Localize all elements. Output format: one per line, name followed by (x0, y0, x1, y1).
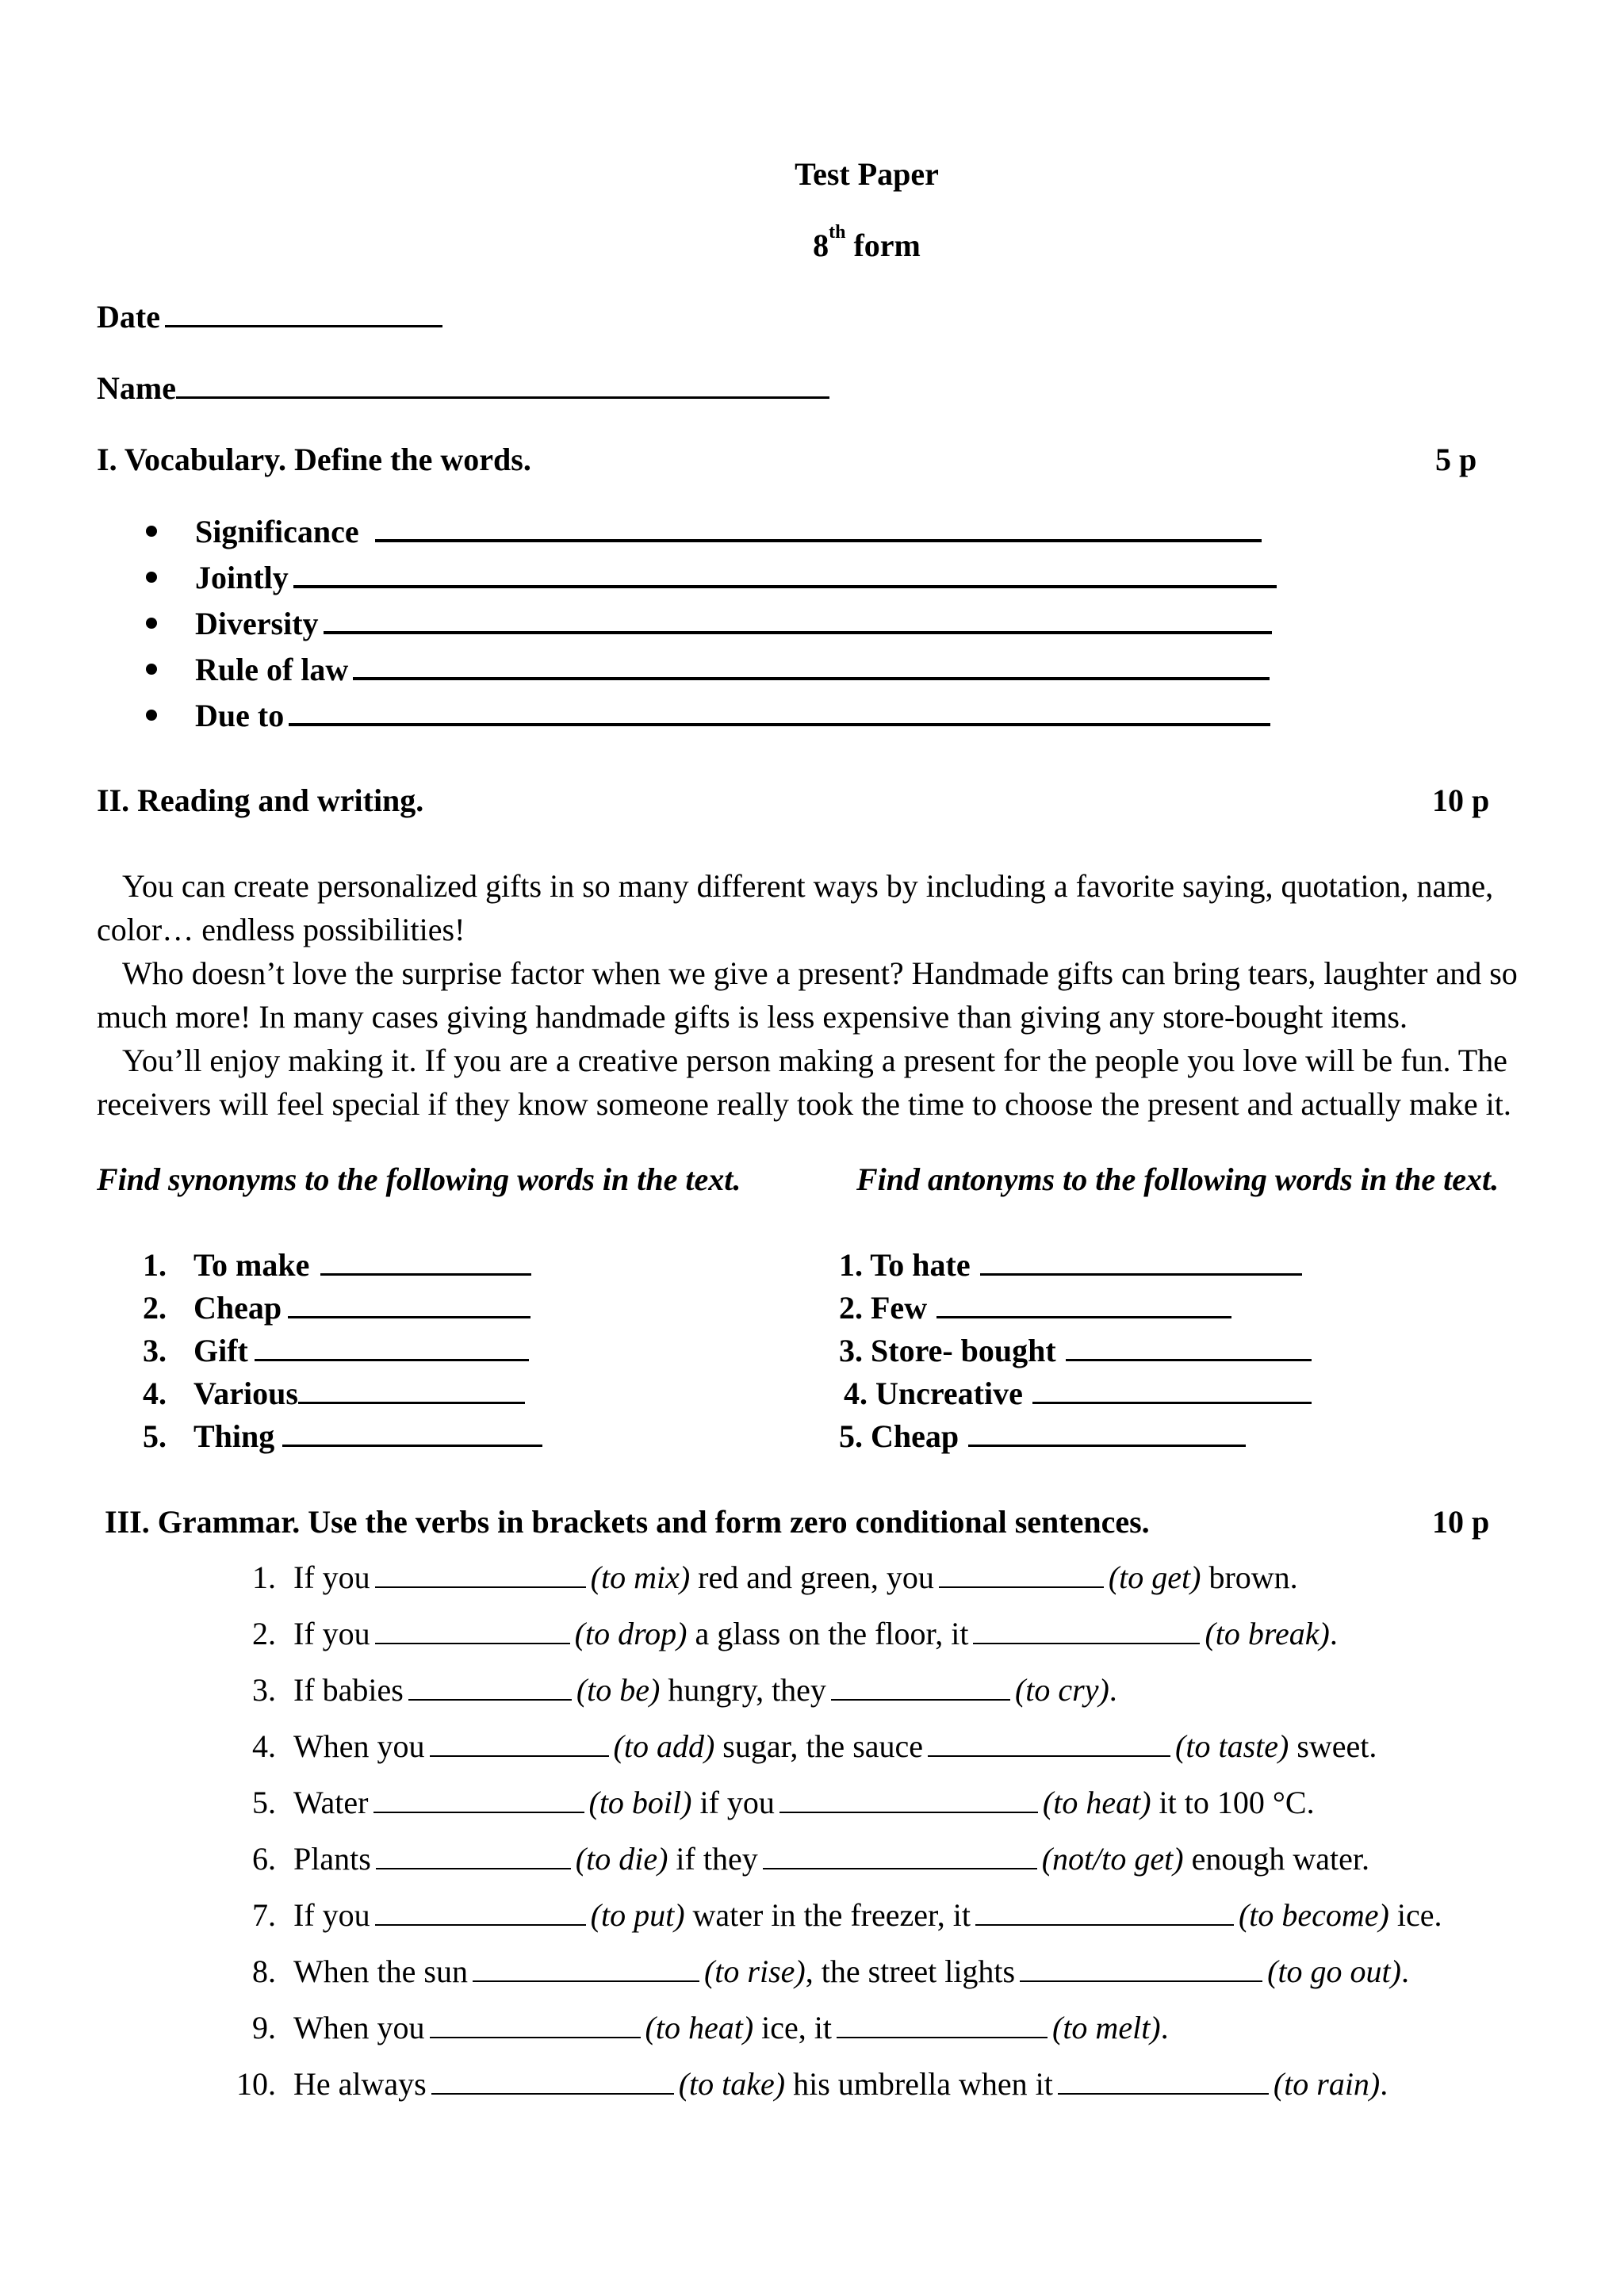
sentence-number: 9. (252, 2010, 276, 2045)
sentence-text: . (1380, 2066, 1388, 2102)
synonym-item (143, 1418, 542, 1456)
sentence-number: 5. (252, 1785, 276, 1820)
sentence-text: red and green, you (698, 1559, 934, 1595)
verb-hint: (to go out) (1267, 1954, 1401, 1989)
form-suffix: th (829, 222, 846, 243)
verb-hint: (to put) (590, 1897, 685, 1933)
bullet-icon (146, 664, 157, 675)
sentence-text: hungry, they (668, 1672, 826, 1708)
antonym-label: 5. Cheap (839, 1418, 959, 1454)
verb-hint: (to get) (1108, 1559, 1201, 1595)
sentence-text: Plants (293, 1841, 371, 1877)
grammar-sentence (230, 2065, 1388, 2103)
sentence-number: 2. (252, 1616, 276, 1651)
sentence-text: . (1109, 1672, 1117, 1708)
answer-blank[interactable] (375, 1619, 570, 1644)
grammar-sentence (230, 1671, 1117, 1709)
vocabulary-heading: I. Vocabulary. Define the words. (97, 442, 531, 477)
synonym-number: 3. (143, 1333, 167, 1368)
sentence-text: . (1160, 2010, 1169, 2045)
reading-text (97, 864, 1572, 1126)
verb-hint: (to be) (576, 1672, 661, 1708)
sentence-text: enough water. (1191, 1841, 1369, 1877)
sentence-text: if they (676, 1841, 758, 1877)
form-number: 8 (813, 228, 829, 263)
sentence-text: if you (699, 1785, 775, 1820)
antonym-label: 1. To hate (839, 1247, 971, 1283)
synonym-answer-blank[interactable] (298, 1375, 525, 1404)
sentence-text: If babies (293, 1672, 404, 1708)
verb-hint: (to take) (678, 2066, 786, 2102)
antonym-answer-blank[interactable] (1066, 1332, 1312, 1361)
vocab-word: Jointly (195, 560, 289, 595)
sentence-text: his umbrella when it (793, 2066, 1053, 2102)
antonym-item (844, 1375, 1312, 1413)
answer-blank[interactable] (373, 1788, 584, 1813)
grammar-sentence (230, 1559, 1298, 1597)
synonym-number: 4. (143, 1376, 167, 1411)
sentence-text: a glass on the floor, it (695, 1616, 969, 1651)
vocabulary-points: 5 p (1435, 442, 1477, 477)
form-subtitle (0, 222, 1624, 264)
antonyms-heading: Find antonyms to the following words in the text. (856, 1161, 1500, 1197)
synonym-answer-blank[interactable] (282, 1418, 542, 1447)
synonym-word: Thing (193, 1418, 275, 1454)
sentence-text: If you (293, 1559, 370, 1595)
verb-hint: (to add) (613, 1728, 715, 1764)
sentence-number: 1. (252, 1559, 276, 1595)
antonym-item (839, 1418, 1246, 1456)
sentence-text: When you (293, 2010, 425, 2045)
verb-hint: (to heat) (1042, 1785, 1151, 1820)
reading-paragraph: You can create personalized gifts in so many different ways by including a favorite saying, quotation, name, color… endless possibilities! (97, 868, 1494, 947)
vocab-answer-blank[interactable] (375, 512, 1262, 542)
verb-hint: (not/to get) (1041, 1841, 1184, 1877)
vocab-item (195, 650, 1270, 689)
vocab-item (195, 696, 1270, 735)
sentence-text: ice, it (761, 2010, 832, 2045)
verb-hint: (to rain) (1273, 2066, 1381, 2102)
synonym-answer-blank[interactable] (255, 1332, 529, 1361)
grammar-sentence (230, 1728, 1377, 1766)
sentence-number: 7. (252, 1897, 276, 1933)
grammar-sentence (230, 1784, 1315, 1822)
sentence-text: brown. (1208, 1559, 1298, 1595)
sentence-text: sweet. (1297, 1728, 1377, 1764)
antonym-item (839, 1289, 1231, 1327)
sentence-text: If you (293, 1616, 370, 1651)
synonym-word: Gift (193, 1333, 248, 1368)
answer-blank[interactable] (1058, 2069, 1269, 2095)
answer-blank[interactable] (431, 2069, 674, 2095)
answer-blank[interactable] (430, 1732, 609, 1757)
sentence-text: When you (293, 1728, 425, 1764)
answer-blank[interactable] (837, 2013, 1048, 2038)
sentence-text: ice. (1396, 1897, 1442, 1933)
grammar-heading: III. Grammar. Use the verbs in brackets and form zero conditional sentences. (105, 1504, 1150, 1540)
answer-blank[interactable] (430, 2013, 641, 2038)
antonym-label: 2. Few (839, 1290, 928, 1326)
antonym-item (839, 1246, 1302, 1284)
antonym-answer-blank[interactable] (968, 1418, 1246, 1447)
vocab-item (195, 512, 1262, 551)
page-title: Test Paper (795, 156, 939, 192)
synonym-item (143, 1332, 529, 1370)
answer-blank[interactable] (376, 1844, 571, 1869)
date-field (97, 298, 442, 336)
sentence-number: 8. (252, 1954, 276, 1989)
grammar-sentence (230, 1615, 1338, 1653)
vocab-word: Rule of law (195, 652, 349, 687)
synonym-word: Cheap (193, 1290, 282, 1326)
synonym-word: To make (193, 1247, 310, 1283)
synonyms-heading: Find synonyms to the following words in the text. (97, 1161, 741, 1197)
verb-hint: (to melt) (1052, 2010, 1161, 2045)
verb-hint: (to break) (1205, 1616, 1330, 1651)
verb-hint: (to mix) (590, 1559, 691, 1595)
synonym-number: 2. (143, 1290, 167, 1326)
synonym-answer-blank[interactable] (288, 1289, 530, 1318)
vocab-item (195, 558, 1277, 597)
synonym-word: Various (193, 1376, 298, 1411)
sentence-number: 6. (252, 1841, 276, 1877)
sentence-text: . (1329, 1616, 1338, 1651)
verb-hint: (to heat) (645, 2010, 754, 2045)
answer-blank[interactable] (473, 1957, 699, 1982)
verb-hint: (to taste) (1175, 1728, 1289, 1764)
vocab-word: Significance (195, 514, 359, 549)
antonym-answer-blank[interactable] (936, 1289, 1231, 1318)
sentence-text: Water (293, 1785, 369, 1820)
antonym-answer-blank[interactable] (1032, 1375, 1312, 1404)
answer-blank[interactable] (408, 1675, 572, 1701)
synonym-item (143, 1246, 531, 1284)
synonym-answer-blank[interactable] (320, 1246, 531, 1276)
grammar-sentence (230, 2009, 1169, 2047)
name-blank[interactable] (176, 369, 829, 399)
verb-hint: (to cry) (1014, 1672, 1109, 1708)
sentence-text: If you (293, 1897, 370, 1933)
sentence-number: 3. (252, 1672, 276, 1708)
sentence-text: it to 100 °C. (1159, 1785, 1315, 1820)
reading-heading: II. Reading and writing. (97, 783, 424, 818)
verb-hint: (to rise) (703, 1954, 806, 1989)
name-field (97, 369, 829, 408)
grammar-points: 10 p (1432, 1504, 1490, 1540)
answer-blank[interactable] (375, 1900, 586, 1926)
vocab-answer-blank[interactable] (293, 558, 1277, 588)
form-word: form (853, 228, 921, 263)
antonym-answer-blank[interactable] (980, 1246, 1302, 1276)
vocab-word: Diversity (195, 606, 319, 641)
answer-blank[interactable] (763, 1844, 1037, 1869)
vocab-item (195, 604, 1272, 643)
reading-points: 10 p (1432, 783, 1490, 818)
bullet-icon (146, 526, 157, 537)
reading-paragraph: You’ll enjoy making it. If you are a creative person making a present for the people you love will be fun. The receivers will feel special if they know someone really took the time to choose the present and actually make it. (97, 1043, 1511, 1122)
vocab-answer-blank[interactable] (324, 604, 1272, 634)
answer-blank[interactable] (975, 1900, 1234, 1926)
bullet-icon (146, 572, 157, 583)
vocab-answer-blank[interactable] (353, 650, 1270, 680)
antonym-label: 3. Store- bought (839, 1333, 1056, 1368)
sentence-text: sugar, the sauce (722, 1728, 924, 1764)
verb-hint: (to become) (1238, 1897, 1389, 1933)
reading-paragraph: Who doesn’t love the surprise factor when we give a present? Handmade gifts can bring tears, laughter and so much more! In many cases giving handmade gifts is less expensive than giving any store-bought items. (97, 955, 1518, 1035)
date-label: Date (97, 299, 160, 335)
answer-blank[interactable] (973, 1619, 1200, 1644)
antonym-item (839, 1332, 1312, 1370)
answer-blank[interactable] (375, 1563, 586, 1588)
sentence-text: water in the freezer, it (692, 1897, 971, 1933)
synonym-item (143, 1375, 525, 1413)
answer-blank[interactable] (779, 1788, 1038, 1813)
antonym-label: 4. Uncreative (844, 1376, 1023, 1411)
bullet-icon (146, 710, 157, 721)
sentence-number: 10. (236, 2066, 276, 2102)
answer-blank[interactable] (1020, 1957, 1262, 1982)
synonym-number: 1. (143, 1247, 167, 1283)
sentence-text: , the street lights (805, 1954, 1016, 1989)
verb-hint: (to die) (575, 1841, 668, 1877)
answer-blank[interactable] (831, 1675, 1010, 1701)
synonym-number: 5. (143, 1418, 167, 1454)
bullet-icon (146, 618, 157, 629)
name-label: Name (97, 370, 176, 406)
verb-hint: (to drop) (574, 1616, 688, 1651)
grammar-sentence (230, 1840, 1369, 1878)
sentence-text: When the sun (293, 1954, 468, 1989)
sentence-text: He always (293, 2066, 427, 2102)
date-blank[interactable] (165, 298, 442, 327)
verb-hint: (to boil) (588, 1785, 692, 1820)
sentence-number: 4. (252, 1728, 276, 1764)
grammar-sentence (230, 1953, 1409, 1991)
synonym-item (143, 1289, 530, 1327)
vocab-word: Due to (195, 698, 285, 733)
vocab-answer-blank[interactable] (289, 696, 1270, 726)
grammar-sentence (230, 1896, 1442, 1934)
answer-blank[interactable] (939, 1563, 1104, 1588)
sentence-text: . (1401, 1954, 1409, 1989)
answer-blank[interactable] (928, 1732, 1170, 1757)
